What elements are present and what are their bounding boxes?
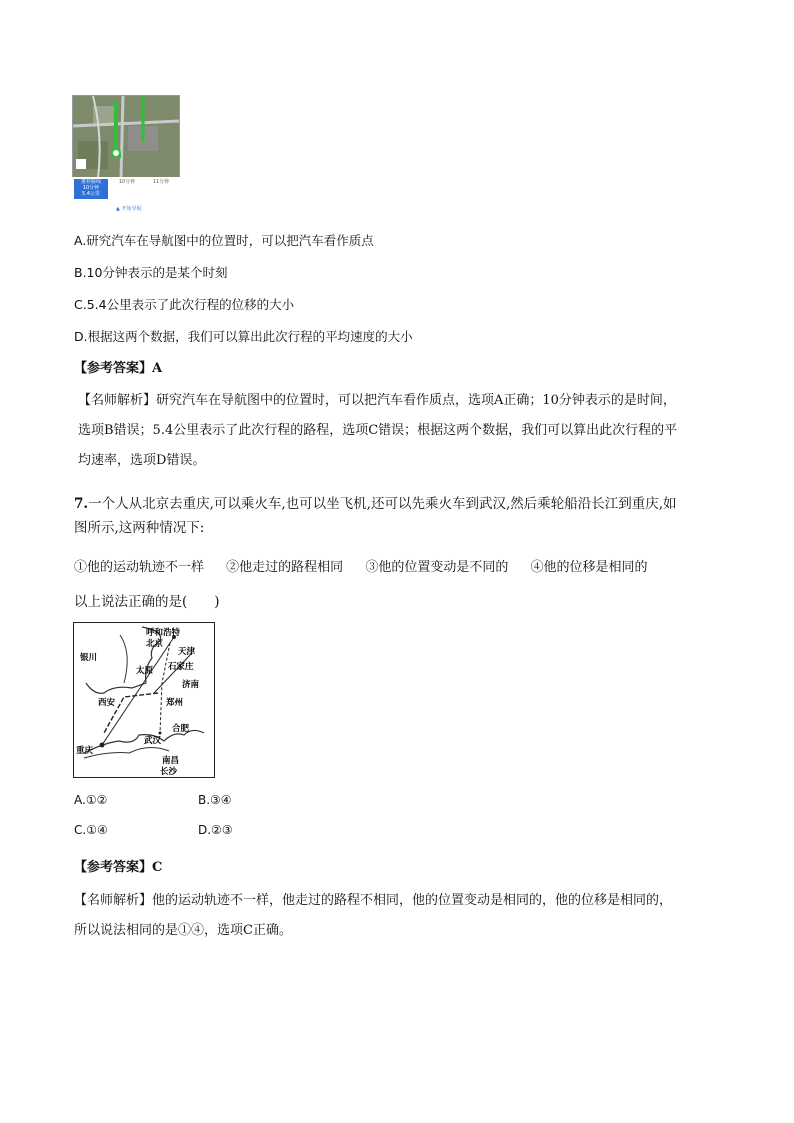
map-label: 武汉 <box>144 736 162 746</box>
q6-analysis-line: 均速率，选项D错误。 <box>78 453 206 468</box>
map-label: 郑州 <box>166 698 184 708</box>
route-label: 推荐路线 <box>80 179 101 185</box>
navigation-arrow-icon: ▲ <box>116 206 120 212</box>
map-label: 北京 <box>146 639 164 649</box>
q6-option-d: D.根据这两个数据，我们可以算出此次行程的平均速度的大小 <box>74 329 413 344</box>
q7-ask: 以上说法正确的是( ) <box>74 594 220 610</box>
q7-analysis-line: 所以说法相同的是①④，选项C正确。 <box>74 923 292 938</box>
q6-analysis-line: 选项B错误；5.4公里表示了此次行程的路程，选项C错误；根据这两个数据，我们可以算出此次行程的平 <box>78 423 678 438</box>
map-label: 银川 <box>80 653 98 663</box>
satellite-map-image <box>72 95 180 179</box>
route-time: 10分钟 <box>82 185 100 191</box>
q6-option-c: C.5.4公里表示了此次行程的位移的大小 <box>74 297 295 312</box>
route-option-1[interactable] <box>74 179 108 199</box>
question-number: 7. <box>74 496 89 512</box>
q6-analysis-line: 【名师解析】研究汽车在导航图中的位置时，可以把汽车看作质点，选项A正确；10分钟表示的是时间， <box>78 393 676 408</box>
map-label: 济南 <box>182 680 200 690</box>
map-label: 长沙 <box>160 767 178 777</box>
q7-stem-line-2: 图所示,这两种情况下: <box>74 520 205 536</box>
map-label: 重庆 <box>76 746 94 756</box>
map-label: 石家庄 <box>168 662 194 672</box>
map-label: 合肥 <box>172 724 190 734</box>
q7-statement: ④他的位移是相同的 <box>530 560 648 575</box>
q7-choice-c: C.①④ <box>74 823 108 837</box>
q7-choice-b: B.③④ <box>198 793 232 807</box>
q7-statement: ③他的位置变动是不同的 <box>365 560 509 575</box>
q7-statement: ②他走过的路程相同 <box>226 560 344 575</box>
q7-choice-d: D.②③ <box>198 823 233 837</box>
q6-option-b: B.10分钟表示的是某个时刻 <box>74 265 228 280</box>
route-panel <box>72 177 180 217</box>
q6-analysis <box>74 386 724 476</box>
navigation-screenshot <box>72 95 180 217</box>
map-label: 呼和浩特 <box>146 628 181 638</box>
q7-stem <box>74 492 724 540</box>
map-label: 西安 <box>98 698 116 708</box>
map-label: 南昌 <box>162 756 180 766</box>
q7-stem-text: 一个人从北京去重庆,可以乘火车,也可以坐飞机,还可以先乘火车到武汉,然后乘轮船沿长江到重庆,如 <box>88 496 677 512</box>
q6-option-a: A.研究汽车在导航图中的位置时，可以把汽车看作质点 <box>74 233 374 248</box>
q7-analysis-line: 【名师解析】他的运动轨迹不一样，他走过的路程不相同，他的位置变动是相同的，他的位移是相同的， <box>74 893 673 908</box>
q7-choice-a: A.①② <box>74 793 108 807</box>
route-time: 11分钟 <box>152 179 170 185</box>
start-navigation-label: 开始导航 <box>121 206 142 212</box>
q6-answer: 【参考答案】A <box>74 361 163 376</box>
q7-statements <box>74 556 665 575</box>
route-distance: 5.4公里 <box>82 191 100 197</box>
route-option-3[interactable] <box>144 179 178 199</box>
route-option-2[interactable] <box>110 179 144 199</box>
q7-stem-line-1 <box>74 492 724 516</box>
map-label: 太原 <box>136 666 154 676</box>
q7-answer: 【参考答案】C <box>74 860 163 875</box>
q7-statement: ①他的运动轨迹不一样 <box>74 560 205 575</box>
start-navigation-button[interactable] <box>116 205 141 212</box>
route-time: 10分钟 <box>118 179 136 185</box>
map-label: 天津 <box>178 647 196 657</box>
route-map <box>73 622 215 778</box>
